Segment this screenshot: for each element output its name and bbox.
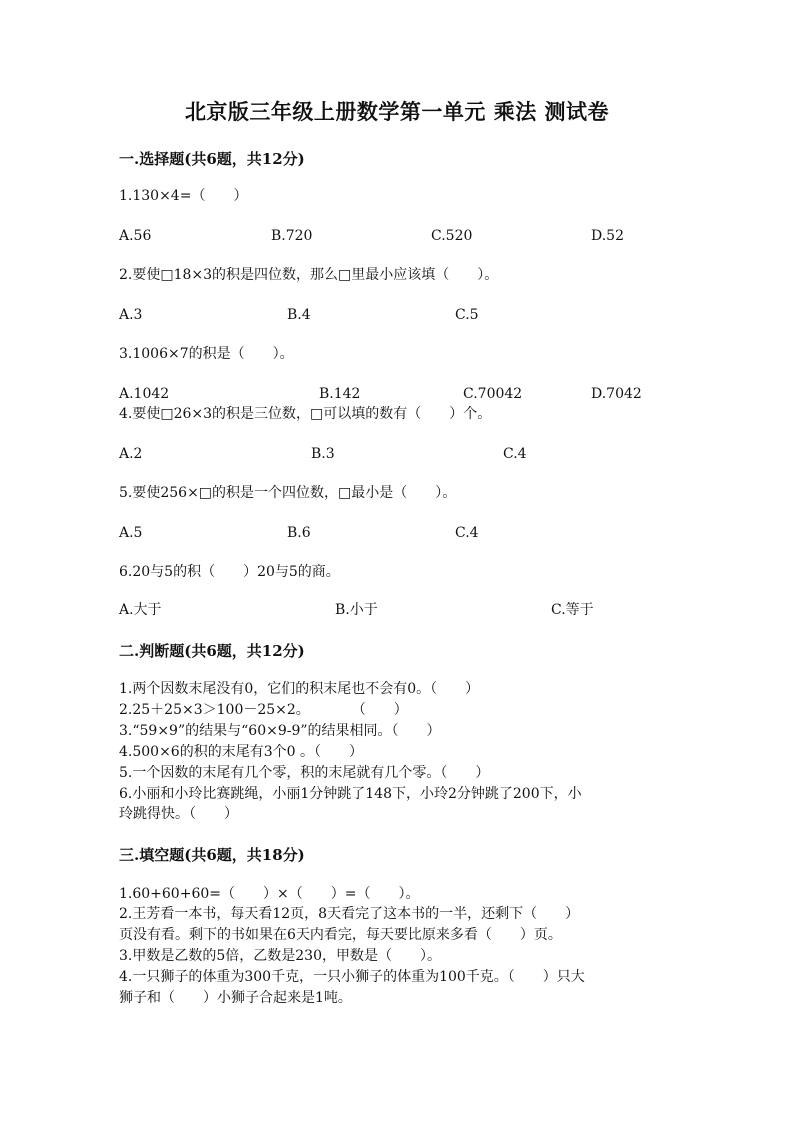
question-text: 1.130×4=（ ） [119,188,248,204]
fill-in-line: 页没有看。剩下的书如果在6天内看完，每天要比原来多看（ ）页。 [119,927,562,943]
option-b: B.4 [287,307,311,323]
option-c: C.70042 [463,386,523,402]
fill-in-line: 狮子和（ ）小狮子合起来是1吨。 [119,990,352,1006]
question-text: 4.要使□26×3的积是三位数，□可以填的数有（ ）个。 [119,406,492,422]
statement-line: 5.一个因数的末尾有几个零，积的末尾就有几个零。（ ） [119,765,490,781]
option-a: A.1042 [119,386,170,402]
option-c: C.5 [455,307,479,323]
section-heading-fill-in: 三.填空题(共6题，共18分) [119,846,305,864]
option-a: A.大于 [119,602,162,618]
option-a: A.5 [119,525,143,541]
question-text: 3.1006×7的积是（ ）。 [119,346,294,362]
option-d: D.7042 [591,386,642,402]
option-b: B.小于 [335,602,378,618]
option-b: B.142 [319,386,361,402]
option-a: A.3 [119,307,143,323]
option-d: D.52 [591,228,624,244]
option-c: C.4 [455,525,479,541]
question-text: 2.要使□18×3的积是四位数，那么□里最小应该填（ ）。 [119,267,499,283]
section-heading-judgement: 二.判断题(共6题，共12分) [119,642,305,660]
option-a: A.2 [119,446,143,462]
statement-line: 6.小丽和小玲比赛跳绳，小丽1分钟跳了148下，小玲2分钟跳了200下，小 [119,786,582,802]
option-b: B.3 [311,446,335,462]
fill-in-line: 4.一只狮子的体重为300千克，一只小狮子的体重为100千克。（ ）只大 [119,969,585,985]
option-b: B.720 [271,228,313,244]
statement-line: 1.两个因数末尾没有0，它们的积末尾也不会有0。（ ） [119,681,480,697]
question-text: 5.要使256×□的积是一个四位数，□最小是（ ）。 [119,485,457,501]
option-c: C.520 [431,228,473,244]
fill-in-line: 2.王芳看一本书，每天看12页，8天看完了这本书的一半，还剩下（ ） [119,906,580,922]
option-c: C.等于 [551,602,594,618]
page-title: 北京版三年级上册数学第一单元 乘法 测试卷 [184,99,610,124]
statement-line: 玲跳得快。（ ） [119,806,238,822]
option-b: B.6 [287,525,311,541]
statement-line: 3.“59×9”的结果与“60×9-9”的结果相同。（ ） [119,723,441,739]
fill-in-line: 3.甲数是乙数的5倍，乙数是230，甲数是（ ）。 [119,948,441,964]
fill-in-line: 1.60+60+60=（ ）×（ ）=（ ）。 [119,886,420,902]
statement-line: 4.500×6的积的末尾有3个0 。（ ） [119,744,363,760]
option-c: C.4 [503,446,527,462]
option-a: A.56 [119,228,152,244]
statement-line: 2.25＋25×3＞100－25×2。 （ ） [119,702,408,718]
question-text: 6.20与5的积（ ）20与5的商。 [119,564,340,580]
section-heading-choice: 一.选择题(共6题，共12分) [119,150,305,168]
